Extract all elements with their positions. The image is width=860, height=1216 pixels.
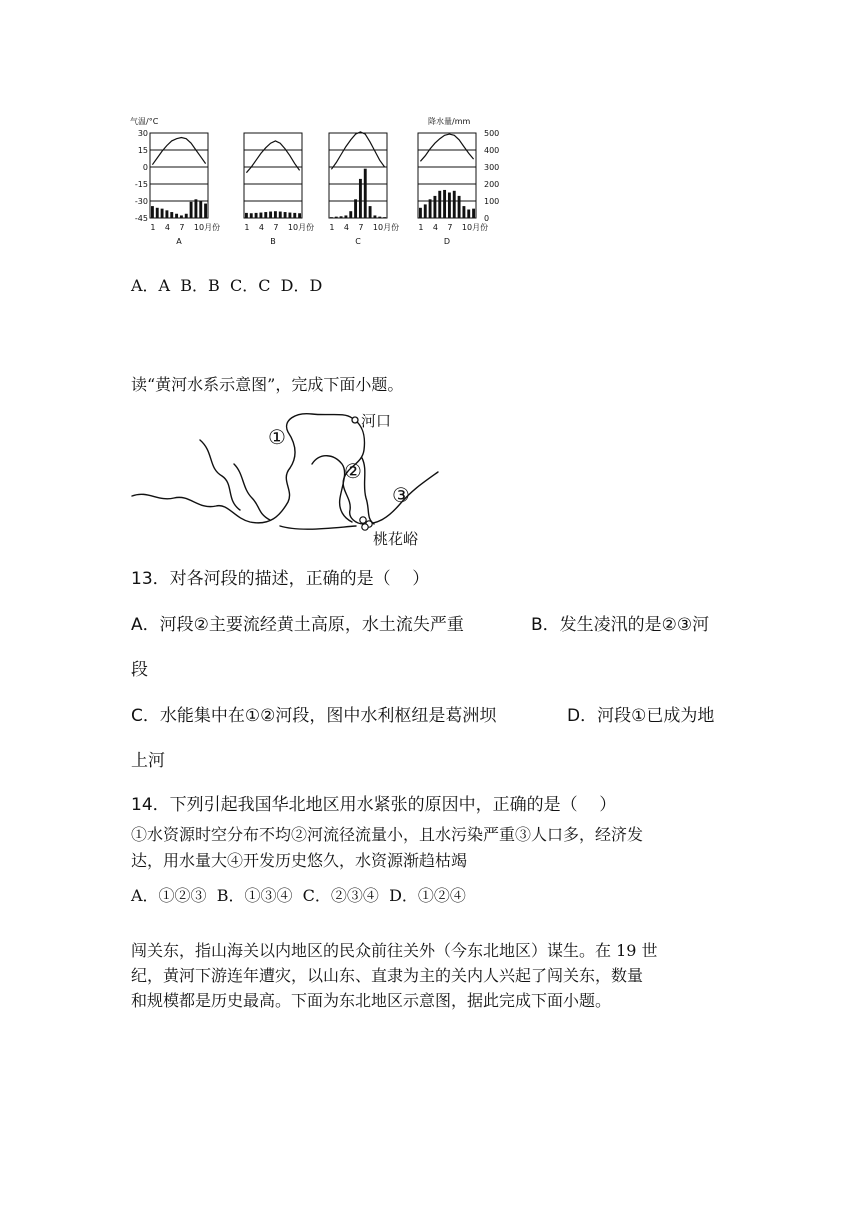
precipitation-bar [161,209,164,218]
climate-panel-label: A [176,237,182,246]
section-3-label: ③ [392,483,410,507]
precipitation-bar [185,214,188,218]
temperature-curve [420,134,473,161]
q13-option-a: A．河段②主要流经黄土高原，水土流失严重 [131,615,464,635]
precipitation-bar [462,206,465,218]
precipitation-bar [279,212,282,218]
month-tick-label: 1 [150,223,156,232]
climate-panel-label: D [443,237,451,246]
precipitation-bar [472,209,475,218]
month-tick-label: 10月份 [193,223,221,232]
climate-question-options: A．A B．B C．C D．D [131,276,323,295]
precipitation-bar [424,204,427,218]
precipitation-bar [443,190,446,218]
precipitation-tick-label: 200 [484,180,500,189]
month-tick-label: 10月份 [372,223,400,232]
precipitation-bar [330,217,333,218]
precipitation-bar [335,217,338,218]
q13-option-b: B．发生凌汛的是②③河 [531,615,710,635]
month-tick-label: 7 [179,223,185,232]
temperature-curve [331,132,384,169]
month-tick-label: 4 [343,223,350,232]
precipitation-bar [250,213,253,218]
precipitation-bar [369,206,372,218]
month-tick-label: 7 [447,223,453,232]
precipitation-bar [170,212,173,218]
month-tick-label: 10月份 [461,223,489,232]
climate-panel-frame [418,133,476,218]
precipitation-tick-label: 100 [484,197,500,206]
precipitation-bar [340,216,343,218]
precipitation-bar [433,196,436,218]
precipitation-bar [448,193,451,219]
month-tick-label: 7 [358,223,364,232]
temperature-tick-label: 0 [142,163,148,172]
climate-charts-svg [128,112,510,254]
river-mouth-label: 河口 [361,412,392,430]
temperature-tick-label: -15 [134,180,148,189]
precipitation-bar [175,214,178,218]
precipitation-bar [467,210,470,219]
q13-stem: 13．对各河段的描述，正确的是（ ） [131,569,430,589]
section-1-label: ① [268,425,286,449]
month-tick-label: 4 [432,223,439,232]
precipitation-bar [349,211,352,218]
precipitation-bar [373,215,376,218]
yellow-river-intro: 读“黄河水系示意图”，完成下面小题。 [131,375,404,394]
yellow-river-map [130,406,440,552]
temperature-tick-label: 30 [137,129,148,138]
precipitation-bar [264,212,267,218]
precipitation-bar [151,206,154,218]
month-tick-label: 4 [258,223,265,232]
precipitation-bar [156,208,159,218]
climate-panel-label: B [270,237,276,246]
precipitation-bar [438,191,441,218]
month-tick-label: 1 [329,223,335,232]
precipitation-bar [298,213,301,218]
temperature-curve [152,138,205,165]
precipitation-tick-label: 0 [484,214,490,223]
q14-statement-line-1: ①水资源时空分布不均②河流径流量小，且水污染严重③人口多，经济发 [131,825,644,844]
precipitation-bar [453,191,456,218]
precipitation-bar [378,217,381,218]
precipitation-bar [284,212,287,218]
precipitation-bar [274,211,277,218]
q13-option-d: D．河段①已成为地 [567,706,715,726]
precipitation-bar [269,212,272,218]
climate-charts-figure [128,112,510,254]
precipitation-bar [419,208,422,218]
precipitation-bar [204,204,207,218]
tributary-west [200,440,240,510]
month-tick-label: 7 [273,223,279,232]
taohuayu-label: 桃花峪 [373,530,419,548]
precipitation-bar [383,217,386,218]
precipitation-bar [458,196,461,218]
precipitation-bar [180,215,183,218]
river-mouth-marker-icon [352,417,358,423]
month-tick-label: 1 [418,223,424,232]
temperature-tick-label: -45 [134,214,148,223]
month-tick-label: 1 [244,223,250,232]
climate-panel-frame [329,133,387,218]
temperature-tick-label: -30 [134,197,148,206]
precipitation-bar [354,199,357,218]
precipitation-bar [259,213,262,218]
precipitation-bar [190,202,193,218]
precipitation-bar [293,213,296,218]
precipitation-bar [344,215,347,218]
yellow-river-map-svg [130,406,440,552]
tributary-north [234,464,270,520]
section-2-label: ② [344,459,362,483]
temperature-axis-label: 气温/°C [130,117,159,126]
temperature-curve [246,141,299,173]
q13-option-d-continued: 上河 [131,751,165,771]
precipitation-bar [199,201,202,218]
q13-option-c: C．水能集中在①②河段，图中水利枢纽是葛洲坝 [131,706,497,726]
month-tick-label: 4 [164,223,171,232]
month-tick-label: 10月份 [287,223,315,232]
passage-line-2: 纪，黄河下游连年遭灾，以山东、直隶为主的关内人兴起了闯关东，数量 [131,966,644,985]
climate-panel-frame [244,133,302,218]
q14-stem: 14．下列引起我国华北地区用水紧张的原因中，正确的是（ ） [131,795,617,815]
precipitation-bar [255,213,258,218]
precipitation-bar [194,199,197,218]
precipitation-bar [288,213,291,218]
climate-panel-label: C [355,237,361,246]
passage-line-3: 和规模都是历史最高。下面为东北地区示意图，据此完成下面小题。 [131,991,612,1010]
precipitation-bar [364,169,367,218]
q14-options: A．①②③ B．①③④ C．②③④ D．①②④ [131,886,466,905]
precipitation-tick-label: 300 [484,163,500,172]
q13-option-b-continued: 段 [131,660,148,680]
temperature-tick-label: 15 [137,146,148,155]
precipitation-tick-label: 500 [484,129,500,138]
tributary-east [362,458,374,524]
passage-line-1: 闯关东，指山海关以内地区的民众前往关外（今东北地区）谋生。在 19 世 [131,941,658,960]
precipitation-bar [359,179,362,218]
precipitation-bar [245,213,248,218]
precipitation-bar [165,210,168,218]
precipitation-tick-label: 400 [484,146,500,155]
q14-statement-line-2: 达，用水量大④开发历史悠久，水资源渐趋枯竭 [131,851,468,870]
precipitation-bar [429,199,432,218]
precipitation-axis-label: 降水量/mm [428,117,471,126]
tributary-south [280,526,356,529]
